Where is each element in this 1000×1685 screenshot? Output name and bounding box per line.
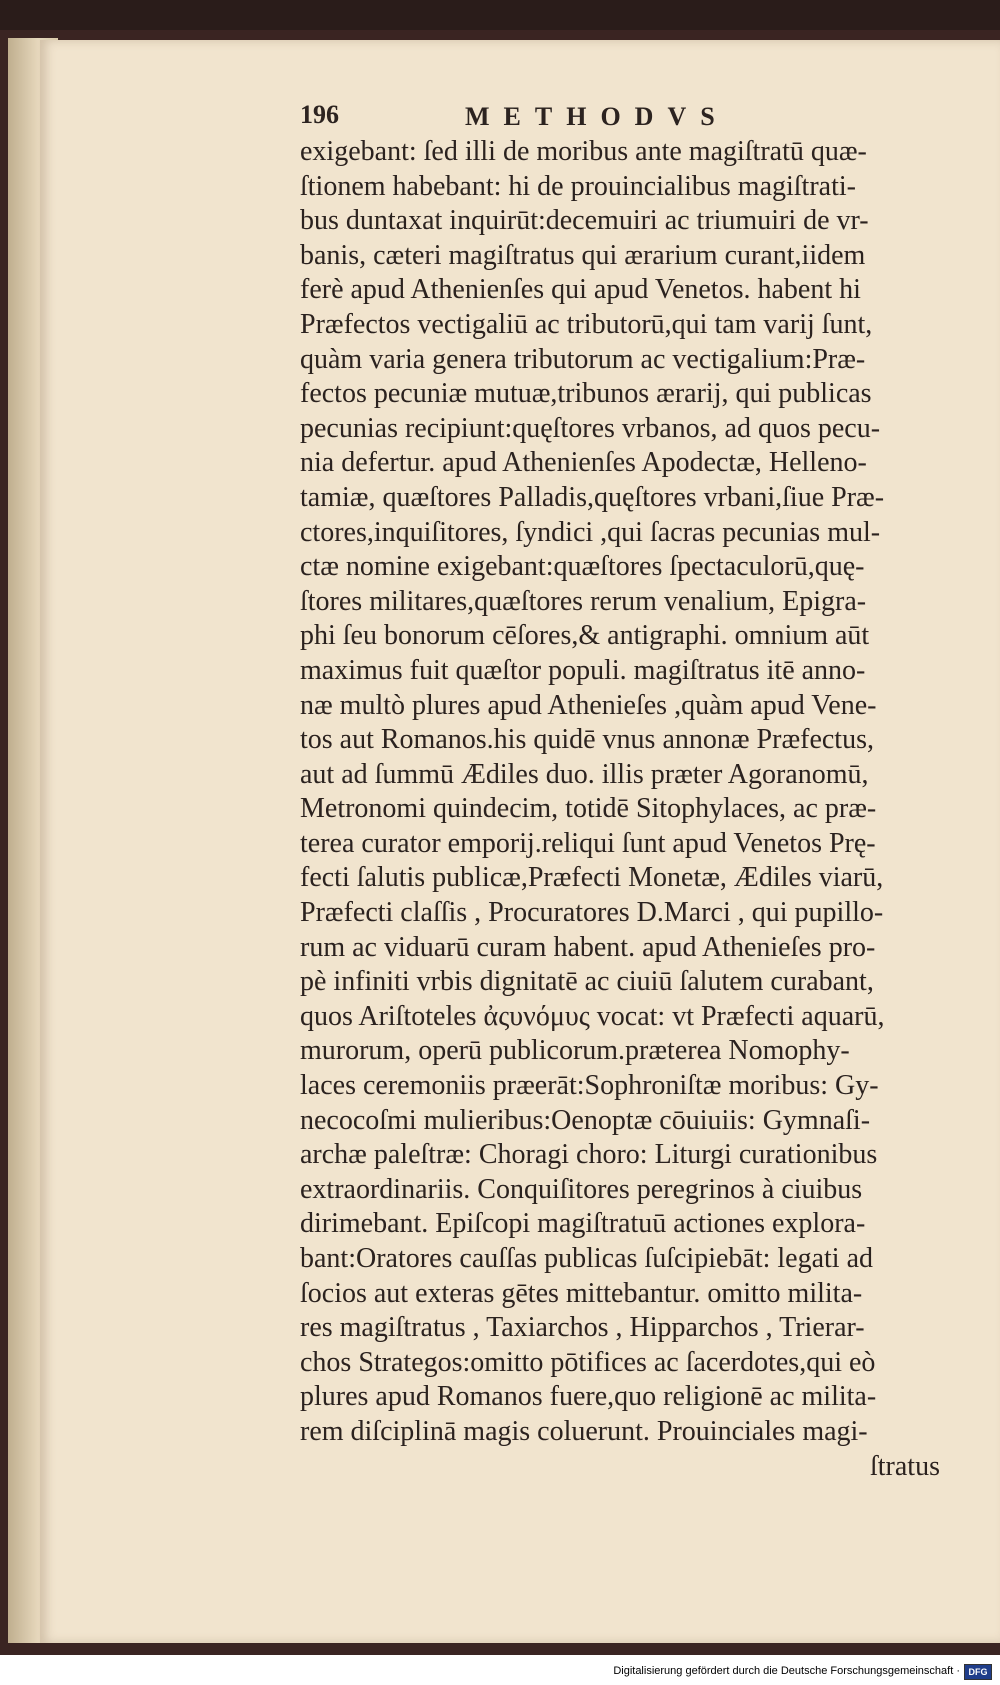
text-line: res magiſtratus , Taxiarchos , Hipparchos , Trierar- [300, 1312, 865, 1344]
text-line: tos aut Romanos.his quidē vnus annonæ Præfectus, [300, 724, 874, 756]
text-line: chos Strategos:omitto pōtifices ac ſacerdotes,qui eò [300, 1346, 876, 1378]
text-line: ctæ nomine exigebant:quæſtores ſpectaculorū,quę- [300, 551, 865, 583]
text-line: rem diſciplinā magis coluerunt. Prouinciales magi- [300, 1415, 868, 1447]
text-line: phi ſeu bonorum cēſores,& antigraphi. omnium aūt [300, 620, 870, 652]
digitization-credit: Digitalisierung gefördert durch die Deutsche Forschungsgemeinschaft · [613, 1665, 960, 1677]
text-line: Præfecti claſſis , Procuratores D.Marci , qui pupillo- [300, 897, 884, 929]
catchword: ſtratus [870, 1450, 940, 1482]
running-head [300, 100, 770, 136]
text-line: fecti ſalutis publicæ,Præfecti Monetæ, Ædiles viarū, [300, 862, 884, 894]
body-text [300, 135, 960, 1484]
text-line: fectos pecuniæ mutuæ,tribunos ærarij, qui publicas [300, 378, 872, 410]
page-number: 196 [300, 100, 339, 129]
text-line: archæ paleſtræ: Choragi choro: Liturgi curationibus [300, 1139, 878, 1171]
text-line: bus duntaxat inquirūt:decemuiri ac triumuiri de vr- [300, 205, 869, 237]
text-line: ſtores militares,quæſtores rerum venalium, Epigra- [300, 585, 867, 617]
text-line: quos Ariſtoteles ἀςυνόμυς vocat: vt Præfecti aquarū, [300, 1000, 885, 1032]
text-line: extraordinariis. Conquiſitores peregrinos à ciuibus [300, 1173, 863, 1205]
text-line: plures apud Romanos fuere,quo religionē ac milita- [300, 1381, 877, 1413]
text-line: Metronomi quindecim, totidē Sitophylaces, ac præ- [300, 793, 877, 825]
text-line: bant:Oratores cauſſas publicas ſuſcipiebāt: legati ad [300, 1243, 874, 1274]
text-line: pecunias recipiunt:quęſtores vrbanos, ad quos pecu- [300, 412, 881, 444]
text-line: necocoſmi mulieribus:Oenoptæ cōuiuiis: Gymnaſi- [300, 1104, 871, 1136]
text-line: maximus fuit quæſtor populi. magiſtratus itē anno- [300, 654, 866, 686]
text-line: quàm varia genera tributorum ac vectigalium:Præ- [300, 343, 866, 375]
text-line: pè infiniti vrbis dignitatē ac ciuiū ſalutem curabant, [300, 966, 874, 998]
text-line: murorum, operū publicorum.præterea Nomophy- [300, 1035, 850, 1067]
text-line: ſtionem habebant: hi de prouincialibus magiſtrati- [300, 170, 856, 202]
text-line: tamiæ, quæſtores Palladis,quęſtores vrbani,ſiue Præ- [300, 481, 885, 513]
text-line: aut ad ſummū Ædiles duo. illis præter Agoranomū, [300, 758, 869, 790]
text-line: Præfectos vectigaliū ac tributorū,qui tam varij ſunt, [300, 308, 873, 340]
running-title: METHODVS [465, 102, 729, 131]
text-line: dirimebant. Epiſcopi magiſtratuū actiones explora- [300, 1208, 866, 1240]
text-line: ferè apud Athenienſes qui apud Venetos. habent hi [300, 274, 861, 306]
text-line: rum ac viduarū curam habent. apud Athenieſes pro- [300, 931, 876, 963]
text-line: exigebant: ſed illi de moribus ante magiſtratū quæ- [300, 136, 867, 167]
text-line: nia defertur. apud Athenienſes Apodectæ, Helleno- [300, 447, 867, 479]
text-line: ſocios aut exteras gētes mittebantur. omitto milita- [300, 1277, 863, 1309]
text-line: terea curator emporij.reliqui ſunt apud Venetos Prę- [300, 827, 876, 859]
dfg-logo: DFG [964, 1664, 992, 1680]
text-line: banis, cæteri magiſtratus qui ærarium curant,iidem [300, 239, 866, 271]
text-line: næ multò plures apud Athenieſes ,quàm apud Vene- [300, 689, 877, 721]
text-line: laces ceremoniis præerāt:Sophroniſtæ moribus: Gy- [300, 1070, 879, 1102]
text-line: ctores,inquiſitores, ſyndici ,qui ſacras pecunias mul- [300, 516, 881, 548]
